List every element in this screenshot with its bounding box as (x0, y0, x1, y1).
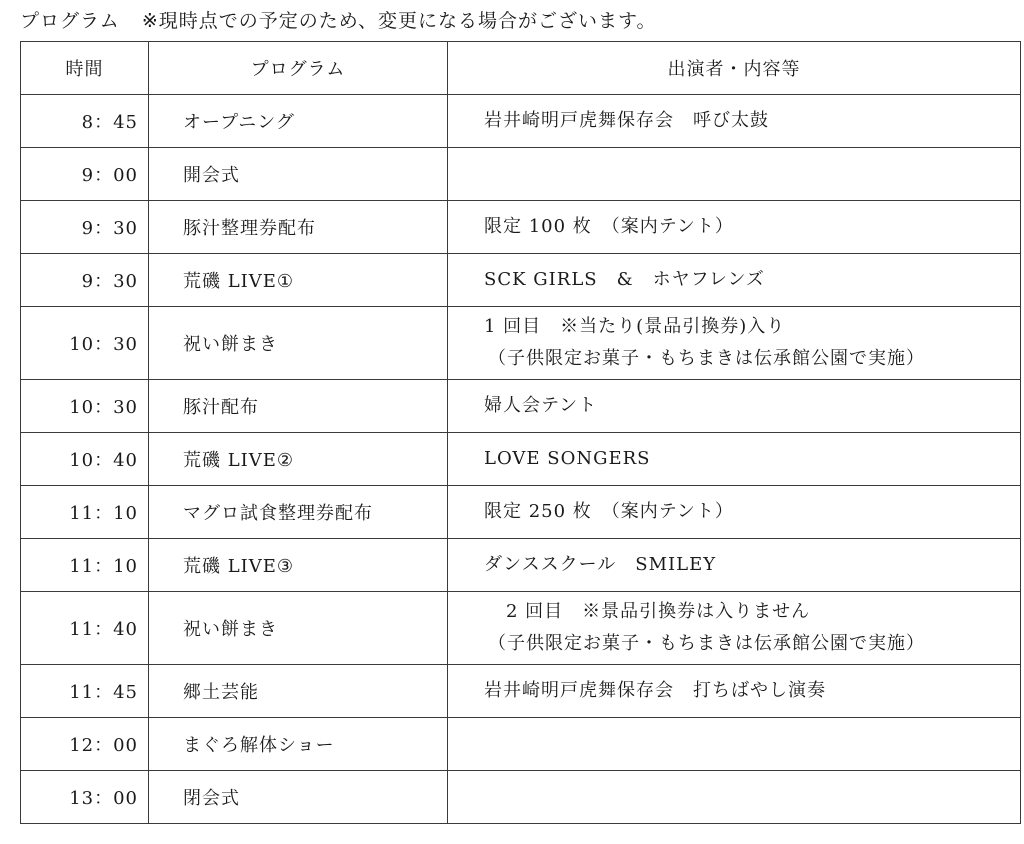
table-row (21, 539, 1021, 592)
cell-time: 13：00 (21, 771, 149, 824)
cell-performers (448, 486, 1021, 539)
cell-time: 9：30 (21, 254, 149, 307)
cell-program: 閉会式 (149, 771, 448, 824)
performers-line: 岩井崎明戸虎舞保存会 呼び太鼓 (484, 110, 769, 131)
cell-time: 12：00 (21, 718, 149, 771)
cell-time: 11：10 (21, 539, 149, 592)
cell-performers (448, 718, 1021, 771)
table-row (21, 254, 1021, 307)
cell-program: 祝い餅まき (149, 592, 448, 665)
cell-program: 荒磯 LIVE③ (149, 539, 448, 592)
performers-line: ダンススクール SMILEY (484, 554, 717, 575)
cell-program: オープニング (149, 95, 448, 148)
performers-line: 限定 100 枚 （案内テント） (484, 216, 734, 237)
performers-line: （子供限定お菓子・もちまきは伝承館公園で実施） (488, 633, 925, 654)
page-heading (20, 6, 656, 33)
table-row (21, 592, 1021, 665)
cell-program: 郷土芸能 (149, 665, 448, 718)
performers-line: 岩井崎明戸虎舞保存会 打ちばやし演奏 (484, 680, 826, 701)
cell-program: 開会式 (149, 148, 448, 201)
cell-program: 祝い餅まき (149, 307, 448, 380)
heading-note: ※現時点での予定のため、変更になる場合がございます。 (141, 10, 657, 32)
header-program: プログラム (149, 42, 448, 95)
cell-time: 10：30 (21, 380, 149, 433)
table-row (21, 380, 1021, 433)
cell-performers (448, 771, 1021, 824)
cell-program: 荒磯 LIVE① (149, 254, 448, 307)
table-body (21, 95, 1021, 824)
table-row (21, 486, 1021, 539)
cell-time: 8：45 (21, 95, 149, 148)
cell-time: 11：40 (21, 592, 149, 665)
cell-performers (448, 380, 1021, 433)
performers-line: 婦人会テント (484, 395, 598, 416)
cell-program: 荒磯 LIVE② (149, 433, 448, 486)
table-row (21, 665, 1021, 718)
cell-program: マグロ試食整理券配布 (149, 486, 448, 539)
cell-performers (448, 307, 1021, 380)
performers-line: （子供限定お菓子・もちまきは伝承館公園で実施） (488, 348, 925, 369)
cell-performers (448, 592, 1021, 665)
table-header-row (21, 42, 1021, 95)
table-row (21, 771, 1021, 824)
cell-performers (448, 539, 1021, 592)
performers-line: 限定 250 枚 （案内テント） (484, 501, 734, 522)
cell-program: まぐろ解体ショー (149, 718, 448, 771)
table-row (21, 95, 1021, 148)
table-row (21, 307, 1021, 380)
cell-performers (448, 148, 1021, 201)
cell-performers (448, 433, 1021, 486)
cell-time: 9：00 (21, 148, 149, 201)
performers-line: SCK GIRLS & ホヤフレンズ (484, 269, 765, 290)
table-row (21, 148, 1021, 201)
table-row (21, 433, 1021, 486)
cell-time: 10：40 (21, 433, 149, 486)
heading-title: プログラム (20, 10, 120, 32)
cell-program: 豚汁整理券配布 (149, 201, 448, 254)
cell-time: 10：30 (21, 307, 149, 380)
program-schedule-table (20, 41, 1021, 824)
header-time: 時間 (21, 42, 149, 95)
cell-program: 豚汁配布 (149, 380, 448, 433)
performers-line: 2 回目 ※景品引換券は入りません (506, 601, 811, 622)
cell-time: 11：10 (21, 486, 149, 539)
cell-time: 11：45 (21, 665, 149, 718)
performers-line: LOVE SONGERS (484, 448, 651, 469)
cell-performers (448, 201, 1021, 254)
cell-time: 9：30 (21, 201, 149, 254)
table-row (21, 201, 1021, 254)
cell-performers (448, 254, 1021, 307)
performers-line: 1 回目 ※当たり(景品引換券)入り (484, 316, 786, 337)
cell-performers (448, 95, 1021, 148)
table-row (21, 718, 1021, 771)
header-performers: 出演者・内容等 (448, 42, 1021, 95)
cell-performers (448, 665, 1021, 718)
